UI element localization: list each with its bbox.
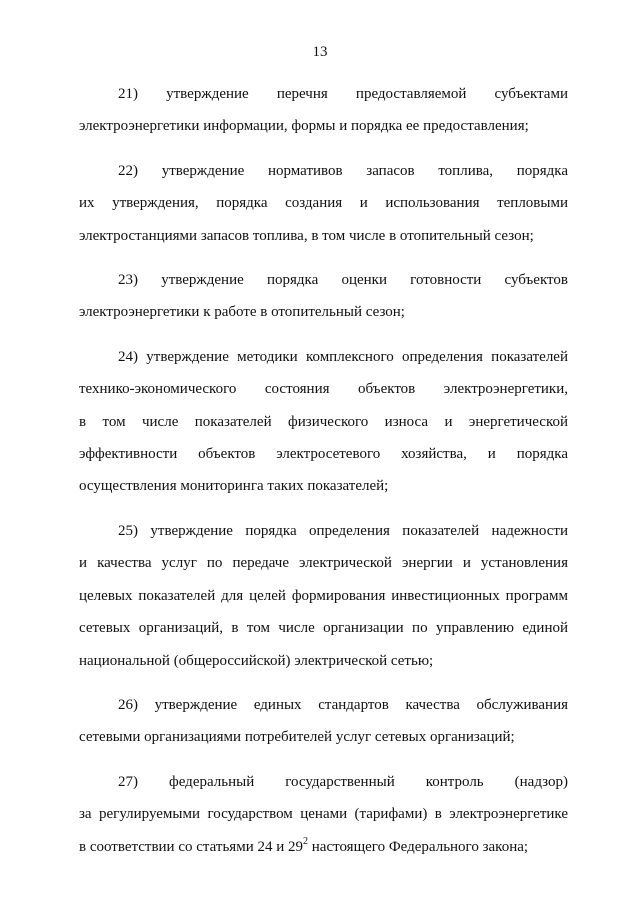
paragraph-27 xyxy=(79,766,568,863)
page-number: 13 xyxy=(312,44,328,60)
paragraph-line: 25) утверждение порядка определения показателей надежности xyxy=(118,522,568,539)
paragraph-line: эффективности объектов электросетевого хозяйства, и порядка xyxy=(79,446,568,463)
paragraph-line: электростанциями запасов топлива, в том числе в отопительный сезон; xyxy=(79,227,534,244)
paragraph-line: электроэнергетики к работе в отопительный сезон; xyxy=(79,304,405,321)
paragraph-line: осуществления мониторинга таких показателей; xyxy=(79,478,389,495)
paragraph-26 xyxy=(79,689,568,754)
paragraph-line-pre: в соответствии со статьями 24 и 29 xyxy=(79,838,304,855)
paragraph-line-with-superscript xyxy=(79,831,568,863)
paragraph-24 xyxy=(79,341,568,503)
paragraph-line: за регулируемыми государством ценами (тарифами) в электроэнергетике xyxy=(79,806,568,823)
superscript: 2 xyxy=(303,835,309,847)
paragraph-line: в том числе показателей физического износа и энергетической xyxy=(79,413,568,430)
paragraph-line: сетевых организаций, в том числе организации по управлению единой xyxy=(79,620,568,637)
paragraph-22 xyxy=(79,155,568,252)
paragraph-23 xyxy=(79,264,568,329)
paragraph-line: 21) утверждение перечня предоставляемой субъектами xyxy=(118,86,568,102)
paragraph-line: 22) утверждение нормативов запасов топлива, порядка xyxy=(118,162,568,179)
paragraph-line: электроэнергетики информации, формы и порядка ее предоставления; xyxy=(79,118,529,135)
paragraph-line: 27) федеральный государственный контроль (надзор) xyxy=(118,773,568,790)
paragraph-25 xyxy=(79,515,568,677)
paragraph-line: 23) утверждение порядка оценки готовности субъектов xyxy=(118,272,568,289)
paragraph-line: их утверждения, порядка создания и использования тепловыми xyxy=(79,195,568,212)
paragraph-line: сетевыми организациями потребителей услуг сетевых организаций; xyxy=(79,729,515,746)
paragraph-line-post: настоящего Федерального закона; xyxy=(308,838,529,855)
document-body xyxy=(79,78,568,875)
paragraph-21 xyxy=(79,78,568,143)
paragraph-line: 24) утверждение методики комплексного определения показателей xyxy=(118,348,568,365)
paragraph-line: технико-экономического состояния объектов электроэнергетики, xyxy=(79,381,568,398)
paragraph-line: 26) утверждение единых стандартов качества обслуживания xyxy=(118,696,568,713)
paragraph-line: национальной (общероссийской) электрической сетью; xyxy=(79,652,434,669)
paragraph-line: и качества услуг по передаче электрической энергии и установления xyxy=(79,555,568,572)
paragraph-line: целевых показателей для целей формирования инвестиционных программ xyxy=(79,587,568,604)
